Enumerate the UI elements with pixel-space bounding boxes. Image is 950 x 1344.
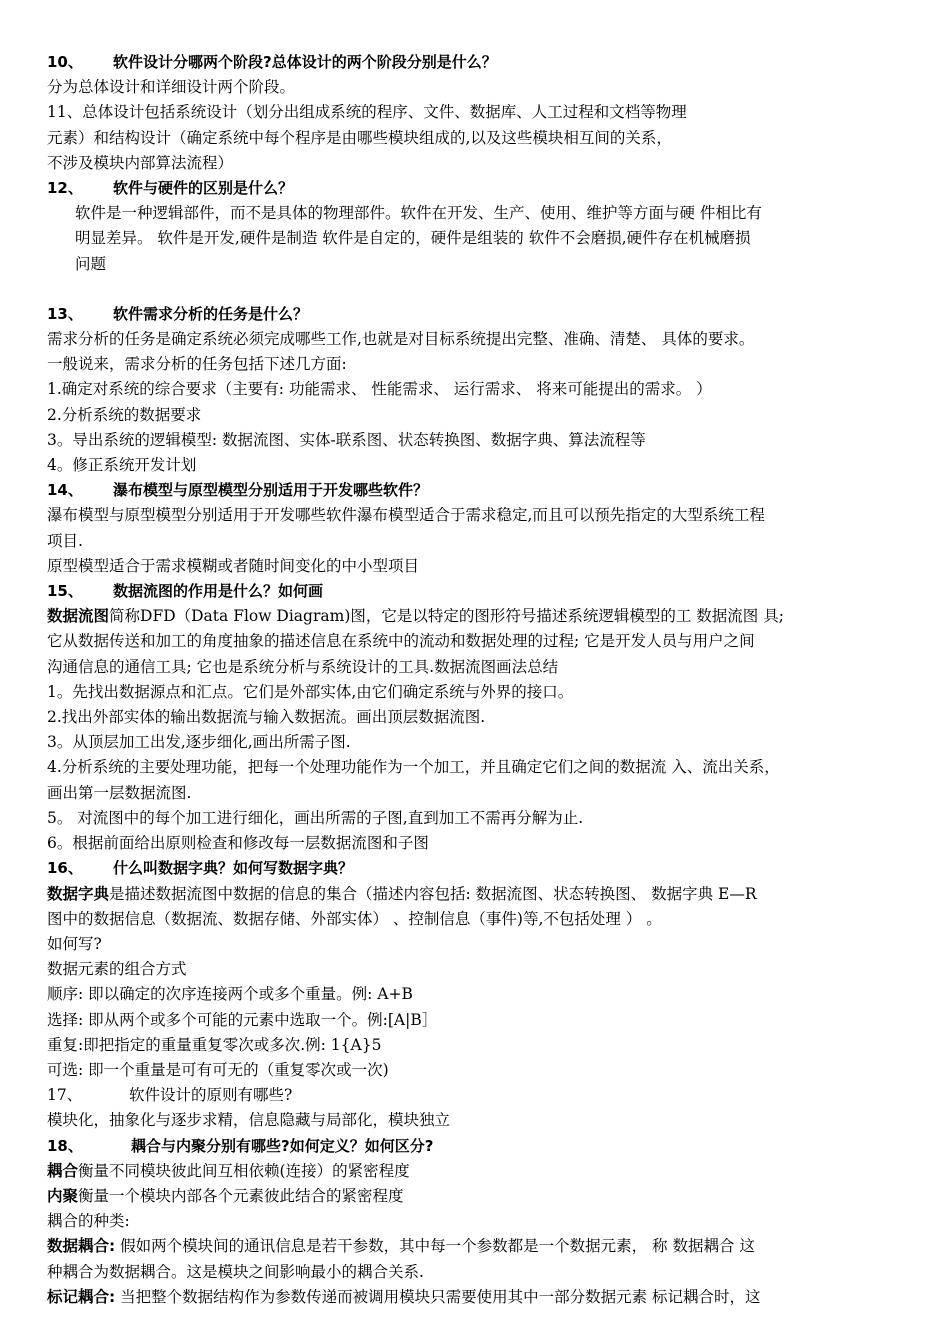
answer-13-line: 需求分析的任务是确定系统必须完成哪些工作,也就是对目标系统提出完整、准确、清楚、 具体的要求。 xyxy=(47,330,755,349)
answer-15-line: 2.找出外部实体的输出数据流与输入数据流。画出顶层数据流图. xyxy=(47,708,486,727)
answer-12-line: 明显差异。 软件是开发,硬件是制造 软件是自定的，硬件是组装的 软件不会磨损,硬件存在机械磨损 xyxy=(75,229,751,248)
answer-13-line: 2.分析系统的数据要求 xyxy=(47,405,202,424)
question-14-heading: 14、 瀑布模型与原型模型分别适用于开发哪些软件？ xyxy=(47,481,429,500)
term-data-flow-diagram: 数据流图 xyxy=(47,607,110,626)
data-coupling-line: 种耦合为数据耦合。这是模块之间影响最小的耦合关系. xyxy=(47,1262,424,1281)
answer-15-line: 5。 对流图中的每个加工进行细化，画出所需的子图,直到加工不需再分解为止. xyxy=(47,808,584,827)
answer-13-line: 一般说来，需求分析的任务包括下述几方面: xyxy=(47,355,347,374)
answer-10-line: 分为总体设计和详细设计两个阶段。 xyxy=(47,78,296,97)
answer-16-line: 图中的数据信息（数据流、数据存储、外部实体） 、控制信息（事件)等,不包括处理 ） 。 xyxy=(47,909,662,928)
answer-11-line: 11、总体设计包括系统设计（划分出组成系统的程序、文件、数据库、人工过程和文档等物理 xyxy=(47,103,687,122)
answer-15-line: 6。根据前面给出原则检查和修改每一层数据流图和子图 xyxy=(47,834,429,853)
answer-12-line: 问题 xyxy=(75,254,107,273)
answer-15-line: 它从数据传送和加工的角度抽象的描述信息在系统中的流动和数据处理的过程; 它是开发人员与用户之间 xyxy=(47,632,755,651)
answer-15-line: 数据流图简称DFD（Data Flow Diagram)图，它是以特定的图形符号描述系统逻辑模型的工 数据流图 具; xyxy=(47,607,784,626)
answer-16-line: 重复:即把指定的重量重复零次或多次.例: 1{A}5 xyxy=(47,1035,382,1054)
term-data-dictionary: 数据字典 xyxy=(47,884,110,903)
question-17-heading: 17、 软件设计的原则有哪些? xyxy=(47,1086,293,1105)
answer-13-line: 1.确定对系统的综合要求（主要有: 功能需求、 性能需求、 运行需求、 将来可能提出的需求。 ） xyxy=(47,380,712,399)
data-coupling-line: 数据耦合: 假如两个模块间的通讯信息是若干参数，其中每一个参数都是一个数据元素， 称 数据耦合 这 xyxy=(47,1237,755,1256)
question-16-heading: 16、 什么叫数据字典？如何写数据字典？ xyxy=(47,859,354,878)
answer-15-line: 1。先找出数据源点和汇点。它们是外部实体,由它们确定系统与外界的接口。 xyxy=(47,682,574,701)
answer-12-line: 软件是一种逻辑部件，而不是具体的物理部件。软件在开发、生产、使用、维护等方面与硬 件相比有 xyxy=(75,204,762,223)
answer-14-line: 瀑布模型与原型模型分别适用于开发哪些软件瀑布模型适合于需求稳定,而且可以预先指定的大型系统工程 xyxy=(47,506,765,525)
answer-15-line: 画出第一层数据流图. xyxy=(47,783,192,802)
question-13-heading: 13、 软件需求分析的任务是什么？ xyxy=(47,304,309,323)
stamp-coupling-line: 标记耦合: 当把整个数据结构作为参数传递而被调用模块只需要使用其中一部分数据元素 标记耦合时，这 xyxy=(47,1287,761,1306)
coupling-kinds-label: 耦合的种类: xyxy=(47,1212,130,1231)
question-18-heading: 18、 耦合与内聚分别有哪些?如何定义？如何区分? xyxy=(47,1136,434,1155)
answer-15-line: 4.分析系统的主要处理功能，把每一个处理功能作为一个加工，并且确定它们之间的数据流 入、流出关系， xyxy=(47,758,780,777)
answer-16-line: 如何写? xyxy=(47,934,102,953)
cohesion-definition: 内聚衡量一个模块内部各个元素彼此结合的紧密程度 xyxy=(47,1186,404,1205)
document-page xyxy=(47,50,917,1310)
answer-14-line: 项目. xyxy=(47,531,83,550)
answer-11-line: 元素）和结构设计（确定系统中每个程序是由哪些模块组成的,以及这些模块相互间的关系， xyxy=(47,128,672,147)
answer-16-line: 顺序: 即以确定的次序连接两个或多个重量。例: A+B xyxy=(47,985,413,1004)
answer-14-line: 原型模型适合于需求模糊或者随时间变化的中小型项目 xyxy=(47,556,420,575)
question-10-heading: 10、 软件设计分哪两个阶段?总体设计的两个阶段分别是什么？ xyxy=(47,53,497,71)
answer-16-line: 数据字典是描述数据流图中数据的信息的集合（描述内容包括: 数据流图、状态转换图、 数据字典 E—R xyxy=(47,884,757,903)
answer-11-line: 不涉及模块内部算法流程） xyxy=(47,153,234,172)
answer-15-line: 沟通信息的通信工具; 它也是系统分析与系统设计的工具.数据流图画法总结 xyxy=(47,657,559,676)
answer-17-line: 模块化，抽象化与逐步求精，信息隐藏与局部化，模块独立 xyxy=(47,1111,451,1130)
answer-15-line: 3。从顶层加工出发,逐步细化,画出所需子图. xyxy=(47,733,351,752)
question-15-heading: 15、 数据流图的作用是什么？如何画 xyxy=(47,582,324,601)
answer-13-line: 3。导出系统的逻辑模型: 数据流图、实体-联系图、状态转换图、数据字典、算法流程等 xyxy=(47,430,646,449)
question-12-heading: 12、 软件与硬件的区别是什么？ xyxy=(47,179,294,198)
answer-16-line: 选择: 即从两个或多个可能的元素中选取一个。例:[A|B］ xyxy=(47,1010,438,1029)
coupling-definition: 耦合衡量不同模块彼此间互相依赖(连接）的紧密程度 xyxy=(47,1161,410,1180)
blank-gap xyxy=(47,277,917,302)
answer-16-line: 数据元素的组合方式 xyxy=(47,960,187,979)
answer-16-line: 可选: 即一个重量是可有可无的（重复零次或一次) xyxy=(47,1060,389,1079)
answer-13-line: 4。修正系统开发计划 xyxy=(47,456,197,475)
